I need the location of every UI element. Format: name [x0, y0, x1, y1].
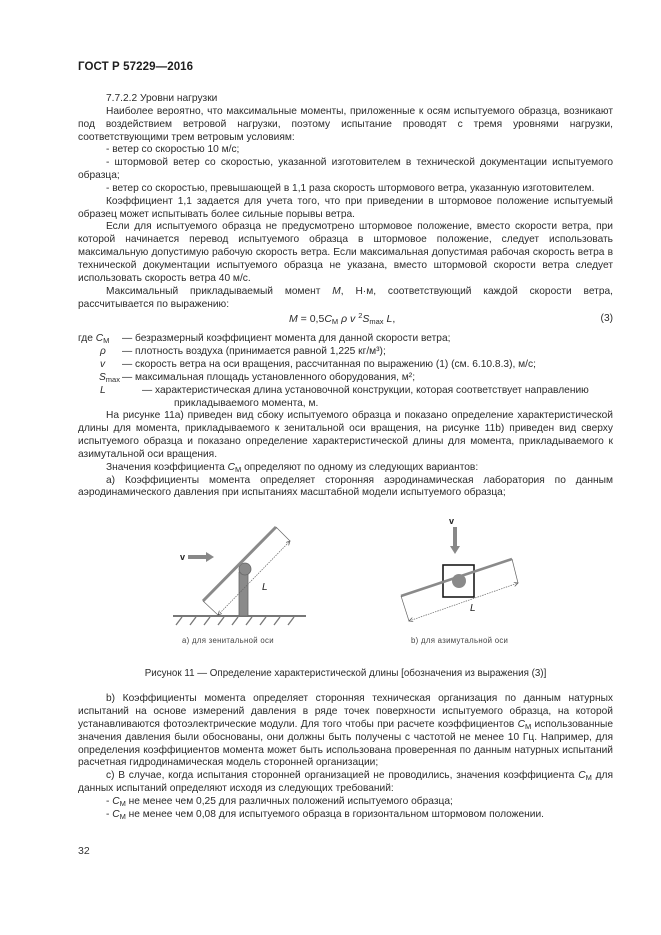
figure-11 — [78, 506, 613, 666]
symbol: L — [100, 384, 106, 396]
definition-row — [78, 346, 613, 359]
symbol: C — [227, 461, 235, 473]
subscript: max — [105, 374, 120, 384]
text: определяют по одному из следующих вариантов: — [241, 461, 479, 473]
text: Значения коэффициента — [106, 461, 228, 473]
document-body — [78, 93, 613, 822]
definition-row — [78, 385, 613, 411]
formula-expression — [289, 313, 395, 326]
formula-end: , — [392, 313, 396, 326]
formula-number: (3) — [600, 313, 613, 325]
definition-row — [78, 372, 613, 385]
subscript: M — [103, 336, 110, 346]
symbol: C — [112, 808, 120, 820]
figure-diagram — [0, 506, 661, 666]
symbol: C — [95, 333, 104, 345]
subcaption-a: а) для зенитальной оси — [182, 636, 274, 646]
formula-c: C — [324, 313, 332, 326]
formula-c-sub: M — [331, 317, 339, 327]
list-item — [78, 796, 613, 809]
formula-lhs: M — [289, 313, 298, 326]
symbol: S — [99, 371, 106, 383]
symbol: v — [100, 359, 106, 371]
prefix: где — [78, 333, 96, 345]
symbol: ρ — [100, 346, 106, 358]
subscript: M — [524, 721, 532, 731]
subscript: M — [119, 811, 126, 821]
list-item: - штормовой ветер со скоростью, указанной изготовителем в технической документации испытуемого образца; — [78, 157, 613, 182]
text: для данных испытаний определяют исходя из следующих требований: — [78, 770, 613, 795]
text: - — [106, 808, 113, 820]
formula-s: S — [362, 313, 370, 326]
subscript: M — [234, 464, 242, 474]
paragraph: а) Коэффициенты момента определяет сторонняя аэродинамическая лаборатория по данным аэродинамического давления при испытаниях масштабной модели испытуемого образца; — [78, 474, 613, 499]
svg-text:L: L — [262, 582, 268, 594]
definition-text: — характеристическая длина установочной конструкции, которая соответствует направлению прикладываемого момента, м. — [142, 384, 589, 409]
subscript: M — [119, 798, 126, 808]
definition-text: — плотность воздуха (принимается равной 1,225 кг/м³); — [122, 346, 386, 358]
text: - — [106, 795, 113, 807]
definitions-list — [78, 333, 613, 410]
definition-symbol — [78, 333, 122, 346]
svg-text:L: L — [470, 603, 476, 615]
formula-l: L — [383, 313, 393, 326]
page-number: 32 — [78, 845, 90, 857]
text: не менее чем 0,25 для различных положений испытуемого образца; — [125, 795, 453, 807]
definition-symbol — [78, 346, 122, 359]
paragraph: Наиболее вероятно, что максимальные моменты, приложенные к осям испытуемого образца, возникают под воздействием ветровой нагрузки, поэтому испытание проводят с тремя уровнями нагрузки, соответствующими трем ветровым условиям: — [78, 105, 613, 143]
text: , Н·м, соответствующий каждой скорости ветра, рассчитывается по выражению: — [78, 285, 613, 310]
definition-symbol — [78, 372, 122, 385]
paragraph — [78, 286, 613, 312]
text: не менее чем 0,08 для испытуемого образца в горизонтальном штормовом положении. — [125, 808, 544, 820]
symbol: C — [112, 795, 120, 807]
paragraph: Коэффициент 1,1 задается для учета того, что при приведении в штормовое положение испытуемый образец может испытывать более сильные порывы ветра. — [78, 195, 613, 220]
svg-text:v: v — [449, 516, 455, 527]
formula-eq: = 0,5 — [297, 313, 325, 326]
formula-rho-v: ρ v — [338, 313, 359, 326]
definition-symbol — [78, 359, 122, 372]
figure-caption: Рисунок 11 — Определение характеристической длины [обозначения из выражения (3)] — [144, 668, 547, 680]
paragraph — [78, 462, 613, 475]
paragraph: Если для испытуемого образца не предусмотрено штормовое положение, вместо скорости ветра, при которой начинается перевод испытуемого образца в штормовое положение, следует использовать максимальную допустимую рабочую скорость ветра. Если максимальная допустимая рабочая скорость ветра в технической документации испытуемого образца не указана, вместо штормовой скорости ветра следует использовать скорость ветра 40 м/с. — [78, 221, 613, 284]
wind-label-a: v — [180, 552, 186, 563]
definition-text: — скорость ветра на оси вращения, рассчитанная по выражению (1) (см. 6.10.8.3), м/с; — [122, 359, 536, 371]
symbol: C — [517, 718, 525, 730]
formula-s-sub: max — [369, 317, 384, 327]
subscript: M — [585, 773, 592, 783]
paragraph — [78, 770, 613, 796]
definition-symbol — [78, 385, 122, 411]
document-header-id: ГОСТ Р 57229—2016 — [78, 61, 194, 73]
symbol: C — [578, 770, 586, 782]
text: с) В случае, когда испытания сторонней организацией не проводились, значения коэффициента — [106, 770, 579, 782]
paragraph — [78, 693, 613, 770]
variable: M — [332, 285, 341, 297]
text: использованные значения давления были обоснованы, они должны быть получены с частотой не менее 10 Гц. Например, для определения коэффициентов момента может быть использована проверенная по данным натурных испытаний расчетная гидродинамическая модель сторонней организации; — [78, 718, 613, 769]
definition-text: — максимальная площадь установленного оборудования, м²; — [122, 371, 416, 383]
formula-square: 2 — [358, 311, 363, 321]
formula — [78, 313, 613, 329]
subcaption-b: b) для азимутальной оси — [411, 636, 509, 646]
list-item: - ветер со скоростью 10 м/с; — [106, 144, 240, 156]
figure-a-zenith — [173, 527, 306, 625]
definition-row — [78, 333, 613, 346]
paragraph: На рисунке 11а) приведен вид сбоку испытуемого образца и показано определение характеристической длины для момента, прикладываемого к зенитальной оси вращения, на рисунке 11b) приведен вид сверху испытуемого образца и показано определение характеристической длины для момента, прикладываемого к азимутальной оси вращения. — [78, 410, 613, 460]
definition-text: — безразмерный коэффициент момента для данной скорости ветра; — [122, 333, 451, 345]
section-title: 7.7.2.2 Уровни нагрузки — [106, 93, 218, 104]
list-item: - ветер со скоростью, превышающей в 1,1 раза скорость штормового ветра, указанную изготовителем. — [106, 182, 595, 194]
text: Максимальный прикладываемый момент — [106, 285, 333, 297]
text: b) Коэффициенты момента определяет сторонняя техническая организация по данным натурных испытаний на основе измерений давления в ряде точек поверхности испытуемого образца, на которой устанавливаются фотоэлектрические модули. Для того чтобы при расчете коэффициентов — [78, 693, 613, 730]
figure-b-azimuth — [401, 516, 518, 621]
list-item — [78, 809, 613, 822]
definition-row — [78, 359, 613, 372]
